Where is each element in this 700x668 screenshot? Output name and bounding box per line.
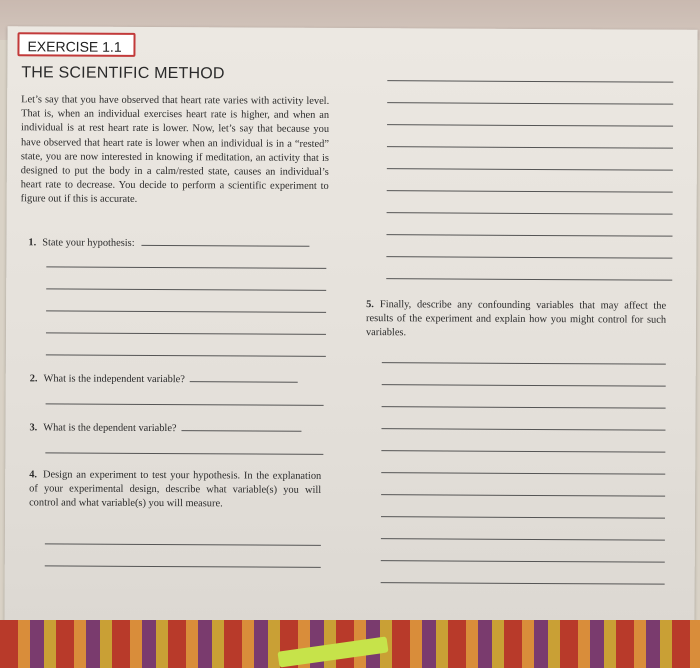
answer-line[interactable] [382,406,666,408]
answer-line[interactable] [381,494,665,496]
answer-line[interactable] [46,288,326,290]
question-text: State your hypothesis: [42,237,135,249]
question-number: 1. [28,237,37,249]
exercise-tab-label: EXERCISE 1.1 [27,38,122,55]
answer-line[interactable] [387,146,673,148]
answer-line[interactable] [381,516,665,518]
question-text: Design an experiment to test your hypothesis. In the explanation of your experimental design, describe what variable(s) you will control and what variable(s) you will measure. [29,469,322,510]
answer-line[interactable] [46,354,326,356]
answer-line[interactable] [141,235,309,247]
question-5 [366,298,666,342]
answer-line[interactable] [46,266,326,268]
answer-line[interactable] [381,472,665,474]
answer-line[interactable] [45,452,323,454]
question-number: 5. [366,299,374,311]
question-text: What is the dependent variable? [43,422,177,435]
question-number: 4. [29,469,38,481]
answer-line[interactable] [386,278,672,280]
answer-line[interactable] [387,168,673,170]
answer-line[interactable] [386,256,672,258]
answer-line[interactable] [45,565,321,567]
answer-line[interactable] [386,234,672,236]
question-number: 3. [29,422,38,434]
answer-line[interactable] [381,538,665,540]
answer-line[interactable] [387,80,673,82]
page-title: THE SCIENTIFIC METHOD [21,64,225,83]
answer-line[interactable] [381,560,665,562]
answer-line[interactable] [46,332,326,334]
answer-line[interactable] [381,450,665,452]
question-4 [29,468,321,512]
question-3 [29,419,329,437]
answer-line[interactable] [45,543,321,545]
answer-line[interactable] [46,310,326,312]
question-text: Finally, describe any confounding variables that may affect the results of the experiment and explain how you might control for such variables. [365,299,667,339]
question-text: What is the independent variable? [43,373,185,386]
answer-line[interactable] [387,190,673,192]
exercise-tab [17,32,135,57]
answer-line[interactable] [381,428,665,430]
question-2 [30,370,330,388]
answer-line[interactable] [381,582,665,584]
answer-line[interactable] [382,362,666,364]
intro-paragraph: Let’s say that you have observed that heart rate varies with activity level. That is, when an individual exercises heart rate is higher, and when an individual is at rest heart rate is lower. Now, let’s say that because you have observed that heart rate is lower when an individual is in a “rested” state, you are now interested in knowing if meditation, an activity that is designed to put the body in a calm/rested state, causes an individual’s heart rate to decrease. You decide to perform a scientific experiment to figure out if this is accurate. [20,94,330,206]
answer-line[interactable] [46,403,324,405]
answer-line[interactable] [387,212,673,214]
answer-line[interactable] [181,420,301,432]
question-number: 2. [29,373,38,385]
answer-line[interactable] [387,102,673,104]
question-1 [28,234,328,252]
workbook-page [4,26,697,632]
answer-line[interactable] [382,384,666,386]
answer-line[interactable] [387,124,673,126]
answer-line[interactable] [190,371,298,383]
